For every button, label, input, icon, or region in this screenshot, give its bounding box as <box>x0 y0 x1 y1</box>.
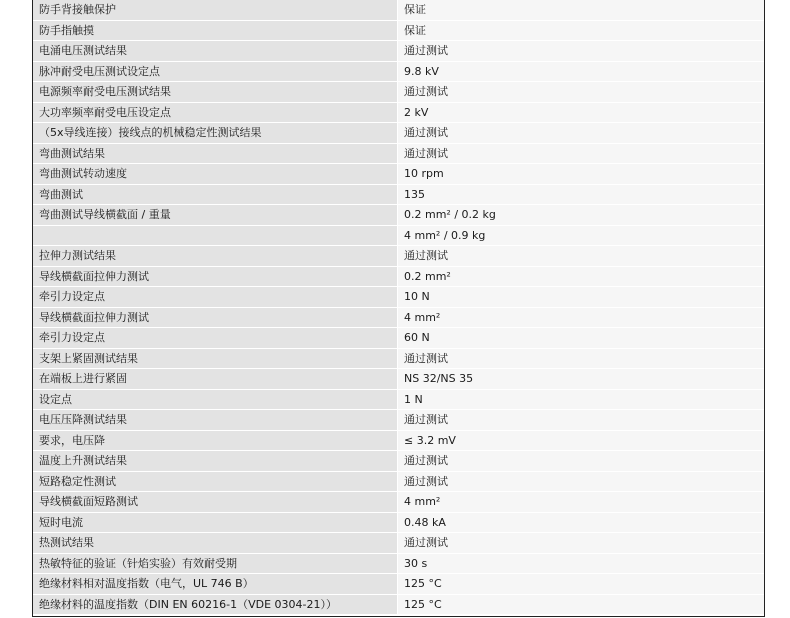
row-label: 短时电流 <box>33 512 398 533</box>
row-value: 通过测试 <box>398 41 765 62</box>
row-value: 0.2 mm² <box>398 266 765 287</box>
table-row <box>33 307 764 328</box>
row-label <box>33 225 398 246</box>
row-label: 脉冲耐受电压测试设定点 <box>33 61 398 82</box>
table-row <box>33 82 764 103</box>
row-value: 125 °C <box>398 594 765 615</box>
table-row <box>33 143 764 164</box>
row-value: 4 mm² <box>398 492 765 513</box>
row-value: 通过测试 <box>398 533 765 554</box>
table-row <box>33 553 764 574</box>
table-frame-right <box>764 0 765 617</box>
row-label: 弯曲测试结果 <box>33 143 398 164</box>
row-value: 9.8 kV <box>398 61 765 82</box>
table-row <box>33 102 764 123</box>
row-label: 牵引力设定点 <box>33 287 398 308</box>
table-row <box>33 123 764 144</box>
row-value: ≤ 3.2 mV <box>398 430 765 451</box>
table-row <box>33 348 764 369</box>
table-row <box>33 430 764 451</box>
row-value: 0.2 mm² / 0.2 kg <box>398 205 765 226</box>
row-label: 电压压降测试结果 <box>33 410 398 431</box>
row-value: 2 kV <box>398 102 765 123</box>
row-label: 牵引力设定点 <box>33 328 398 349</box>
row-label: 绝缘材料的温度指数（DIN EN 60216-1（VDE 0304-21）） <box>33 594 398 615</box>
table-row <box>33 246 764 267</box>
table-row <box>33 61 764 82</box>
table-row <box>33 328 764 349</box>
row-value: 10 rpm <box>398 164 765 185</box>
spec-table <box>33 0 764 615</box>
row-label: 短路稳定性测试 <box>33 471 398 492</box>
row-value: 通过测试 <box>398 123 765 144</box>
table-row <box>33 471 764 492</box>
table-row <box>33 369 764 390</box>
row-label: 防手指触摸 <box>33 20 398 41</box>
row-value: 1 N <box>398 389 765 410</box>
table-row <box>33 266 764 287</box>
row-value: 4 mm² / 0.9 kg <box>398 225 765 246</box>
table-row <box>33 410 764 431</box>
table-row <box>33 164 764 185</box>
row-label: （5x导线连接）接线点的机械稳定性测试结果 <box>33 123 398 144</box>
row-label: 电涌电压测试结果 <box>33 41 398 62</box>
row-value: 135 <box>398 184 765 205</box>
table-row <box>33 492 764 513</box>
row-label: 弯曲测试导线横截面 / 重量 <box>33 205 398 226</box>
row-label: 拉伸力测试结果 <box>33 246 398 267</box>
row-label: 支架上紧固测试结果 <box>33 348 398 369</box>
row-label: 在端板上进行紧固 <box>33 369 398 390</box>
table-row <box>33 533 764 554</box>
row-value: 4 mm² <box>398 307 765 328</box>
row-value: 125 °C <box>398 574 765 595</box>
table-row <box>33 20 764 41</box>
table-row <box>33 205 764 226</box>
row-label: 温度上升测试结果 <box>33 451 398 472</box>
table-row <box>33 574 764 595</box>
table-row <box>33 225 764 246</box>
row-value: 60 N <box>398 328 765 349</box>
row-label: 大功率频率耐受电压设定点 <box>33 102 398 123</box>
table-row <box>33 594 764 615</box>
row-label: 设定点 <box>33 389 398 410</box>
row-value: 保证 <box>398 20 765 41</box>
row-label: 热敏特征的验证（针焰实验）有效耐受期 <box>33 553 398 574</box>
row-value: 通过测试 <box>398 451 765 472</box>
row-value: 30 s <box>398 553 765 574</box>
row-label: 弯曲测试 <box>33 184 398 205</box>
row-value: 0.48 kA <box>398 512 765 533</box>
row-label: 导线横截面拉伸力测试 <box>33 307 398 328</box>
table-row <box>33 0 764 20</box>
row-label: 要求，电压降 <box>33 430 398 451</box>
table-row <box>33 389 764 410</box>
table-row <box>33 41 764 62</box>
table-row <box>33 512 764 533</box>
row-label: 绝缘材料相对温度指数（电气，UL 746 B） <box>33 574 398 595</box>
row-value: 通过测试 <box>398 143 765 164</box>
row-label: 防手背接触保护 <box>33 0 398 20</box>
table-row <box>33 451 764 472</box>
row-label: 弯曲测试转动速度 <box>33 164 398 185</box>
table-row <box>33 287 764 308</box>
row-value: NS 32/NS 35 <box>398 369 765 390</box>
row-value: 通过测试 <box>398 82 765 103</box>
table-row <box>33 184 764 205</box>
table-frame-bottom <box>32 616 765 617</box>
row-label: 导线横截面短路测试 <box>33 492 398 513</box>
row-value: 10 N <box>398 287 765 308</box>
row-label: 导线横截面拉伸力测试 <box>33 266 398 287</box>
row-value: 通过测试 <box>398 348 765 369</box>
row-label: 热测试结果 <box>33 533 398 554</box>
row-value: 保证 <box>398 0 765 20</box>
row-value: 通过测试 <box>398 410 765 431</box>
row-label: 电源频率耐受电压测试结果 <box>33 82 398 103</box>
spec-table-body <box>33 0 764 615</box>
row-value: 通过测试 <box>398 471 765 492</box>
row-value: 通过测试 <box>398 246 765 267</box>
